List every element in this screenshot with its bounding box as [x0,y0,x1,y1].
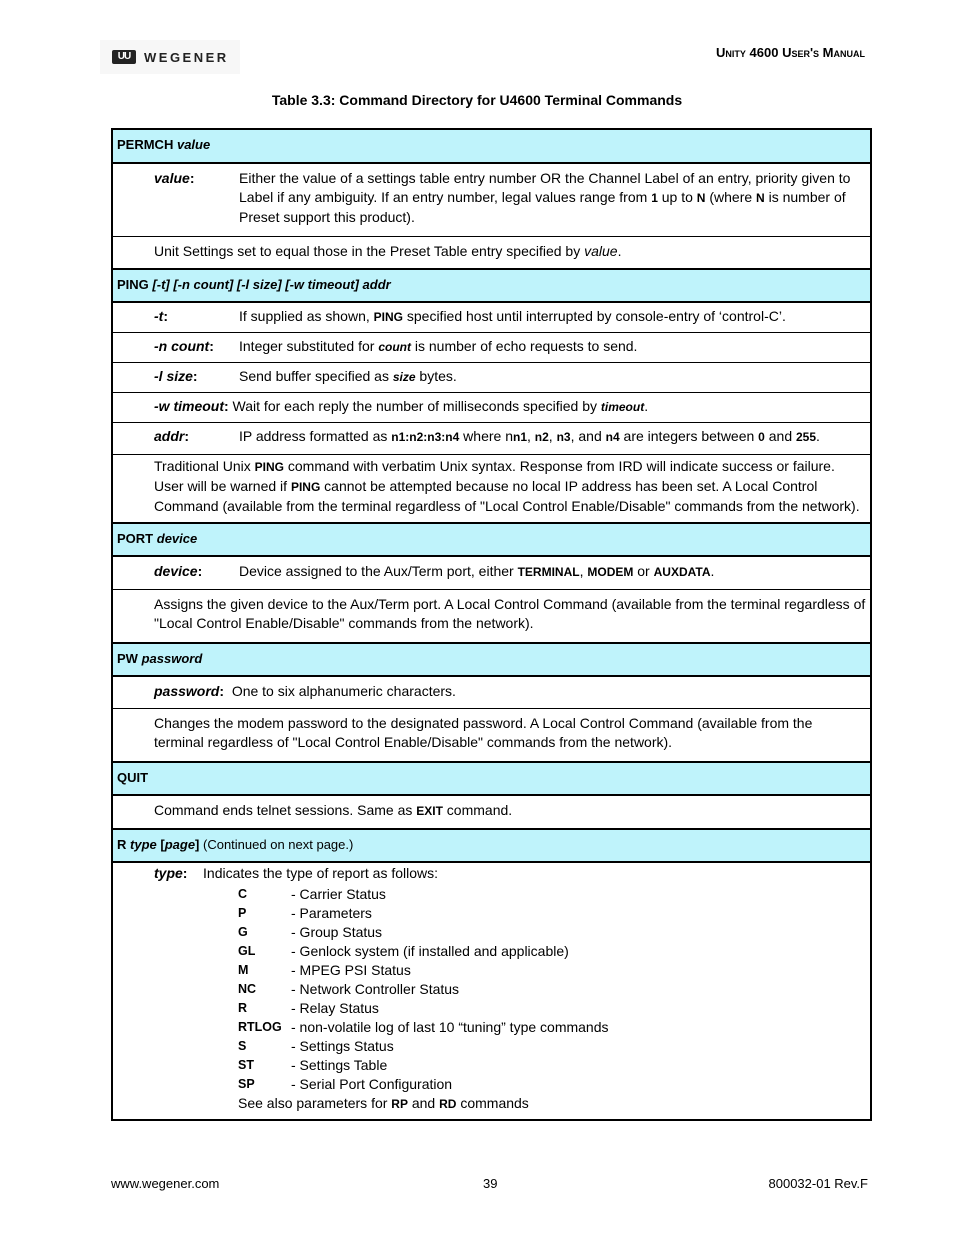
page-number: 39 [483,1176,498,1191]
logo-mark: UU [112,50,136,64]
report-type-desc: - Serial Port Configuration [291,1076,453,1092]
command-arg: page [164,837,196,852]
report-type-item [238,1075,866,1094]
command-description: Unit Settings set to equal those in the Preset Table entry specified by value. [113,237,870,269]
report-type-code: M [238,963,249,977]
command-arg: [-t] [-n count] [-l size] [-w timeout] addr [152,277,391,292]
param-desc: Either the value of a settings table entry number OR the Channel Label of an entry, priority given to Label if any ambiguity. If an entry number, legal values range from 1 up to N (where N is number of Preset support this product). [239,170,851,225]
report-type-code: NC [238,982,257,996]
report-type-item [238,980,866,999]
command-header-pw [113,643,870,677]
report-type-code: R [238,1001,248,1015]
param-row [113,363,870,393]
param-term: -t: [154,308,168,324]
command-description: Traditional Unix PING command with verbatim Unix syntax. Response from IRD will indicate success or failure. User will be warned if PING cannot be attempted because no local IP address has been set. A Local Control Command (available from the terminal regardless of "Local Control Enable/Disable" commands from the network). [113,455,870,523]
param-row [113,423,870,455]
report-type-code: SP [238,1077,255,1091]
report-type-desc: - Network Controller Status [291,981,460,997]
param-term: addr: [154,428,190,444]
document-revision: 800032-01 Rev.F [768,1176,868,1191]
command-arg: password [141,651,203,666]
report-type-desc: - MPEG PSI Status [291,962,411,978]
param-term: -n count: [154,338,214,354]
report-type-code: G [238,925,248,939]
report-type-item [238,999,866,1018]
report-type-desc: - Parameters [291,905,372,921]
param-row: password: One to six alphanumeric characters. [113,677,870,709]
command-description: Assigns the given device to the Aux/Term port. A Local Control Command (available from the terminal regardless of "Local Control Enable/Disable" commands from the network). [113,590,870,643]
command-name: PORT [117,531,154,546]
report-type-item [238,942,866,961]
report-type-code: C [238,887,248,901]
report-type-code: ST [238,1058,254,1072]
report-type-desc: - Group Status [291,924,383,940]
command-description: Command ends telnet sessions. Same as EXIT command. [113,796,870,829]
report-type-desc: - Genlock system (if installed and applicable) [291,943,569,959]
param-desc: Send buffer specified as size bytes. [239,368,457,384]
report-type-item [238,885,866,904]
param-term: password [154,683,220,699]
logo-text: WEGENER [144,49,229,65]
report-type-item [238,1056,866,1075]
continued-note: (Continued on next page.) [199,837,354,852]
command-name: PW [117,651,138,666]
command-arg: type [130,837,157,852]
param-row [113,557,870,590]
report-type-code: RTLOG [238,1020,282,1034]
report-type-item [238,923,866,942]
report-type-list [238,885,866,1094]
param-desc: Indicates the type of report as follows: [203,865,439,881]
param-term: device: [154,563,203,579]
command-arg: device [156,531,198,546]
report-type-item [238,1018,866,1037]
command-table [111,128,872,1121]
command-name: QUIT [117,770,149,785]
table-caption: Table 3.3: Command Directory for U4600 Terminal Commands [271,92,683,108]
param-row: -w timeout: Wait for each reply the number of milliseconds specified by timeout. [113,393,870,423]
command-header-permch [113,130,870,164]
param-desc: Device assigned to the Aux/Term port, either TERMINAL, MODEM or AUXDATA. [239,563,715,579]
param-term: value: [154,170,195,186]
command-header-quit [113,762,870,796]
report-type-item [238,1037,866,1056]
footer-website: www.wegener.com [111,1176,220,1191]
param-desc: IP address formatted as n1:n2:n3:n4 where nn1, n2, n3, and n4 are integers between 0 and 255. [239,428,820,444]
param-desc: Integer substituted for count is number of echo requests to send. [239,338,638,354]
param-desc: If supplied as shown, PING specified host until interrupted by console-entry of ‘control-C’. [239,308,786,324]
report-type-desc: - Relay Status [291,1000,379,1016]
param-term: type [154,865,183,881]
wegener-logo [100,40,240,74]
report-type-desc: - Settings Table [291,1057,388,1073]
manual-title: Unity 4600 User's Manual [716,45,865,60]
report-type-item [238,961,866,980]
see-also-note: See also parameters for RP and RD commands [238,1095,529,1111]
command-description: Changes the modem password to the designated password. A Local Control Command (available from the terminal regardless of "Local Control Enable/Disable" commands from the network). [113,709,870,762]
command-name: PING [117,277,149,292]
command-header-ping [113,269,870,303]
command-header-port [113,523,870,557]
command-name: R [117,837,127,852]
param-desc: One to six alphanumeric characters. [231,683,456,699]
report-type-item [238,904,866,923]
report-type-code: S [238,1039,247,1053]
report-type-desc: - non-volatile log of last 10 “tuning” type commands [291,1019,609,1035]
report-type-desc: - Carrier Status [291,886,386,902]
report-type-code: P [238,906,247,920]
param-term: -l size: [154,368,198,384]
param-row [113,303,870,333]
param-term: -w timeout [154,398,224,414]
param-row [113,333,870,363]
report-type-desc: - Settings Status [291,1038,394,1054]
param-row [113,164,870,237]
report-type-code: GL [238,944,256,958]
command-arg: value [176,137,211,152]
command-name: PERMCH [117,137,174,152]
command-header-r: R type [page] (Continued on next page.) [113,829,870,863]
param-row: type: Indicates the type of report as follows: C - Carrier Status P - Parameters G - Group Status GL - Genlock system (if installed and applicable) M - MPEG PSI Status NC - Network Controller Status R - Relay Status RTLOG - non-volatile log of last 10 “tuning” type commands S - Settings Status ST - Settings Table SP - Serial Port Configuration See also parameters for RP and RD commands [113,863,870,1119]
